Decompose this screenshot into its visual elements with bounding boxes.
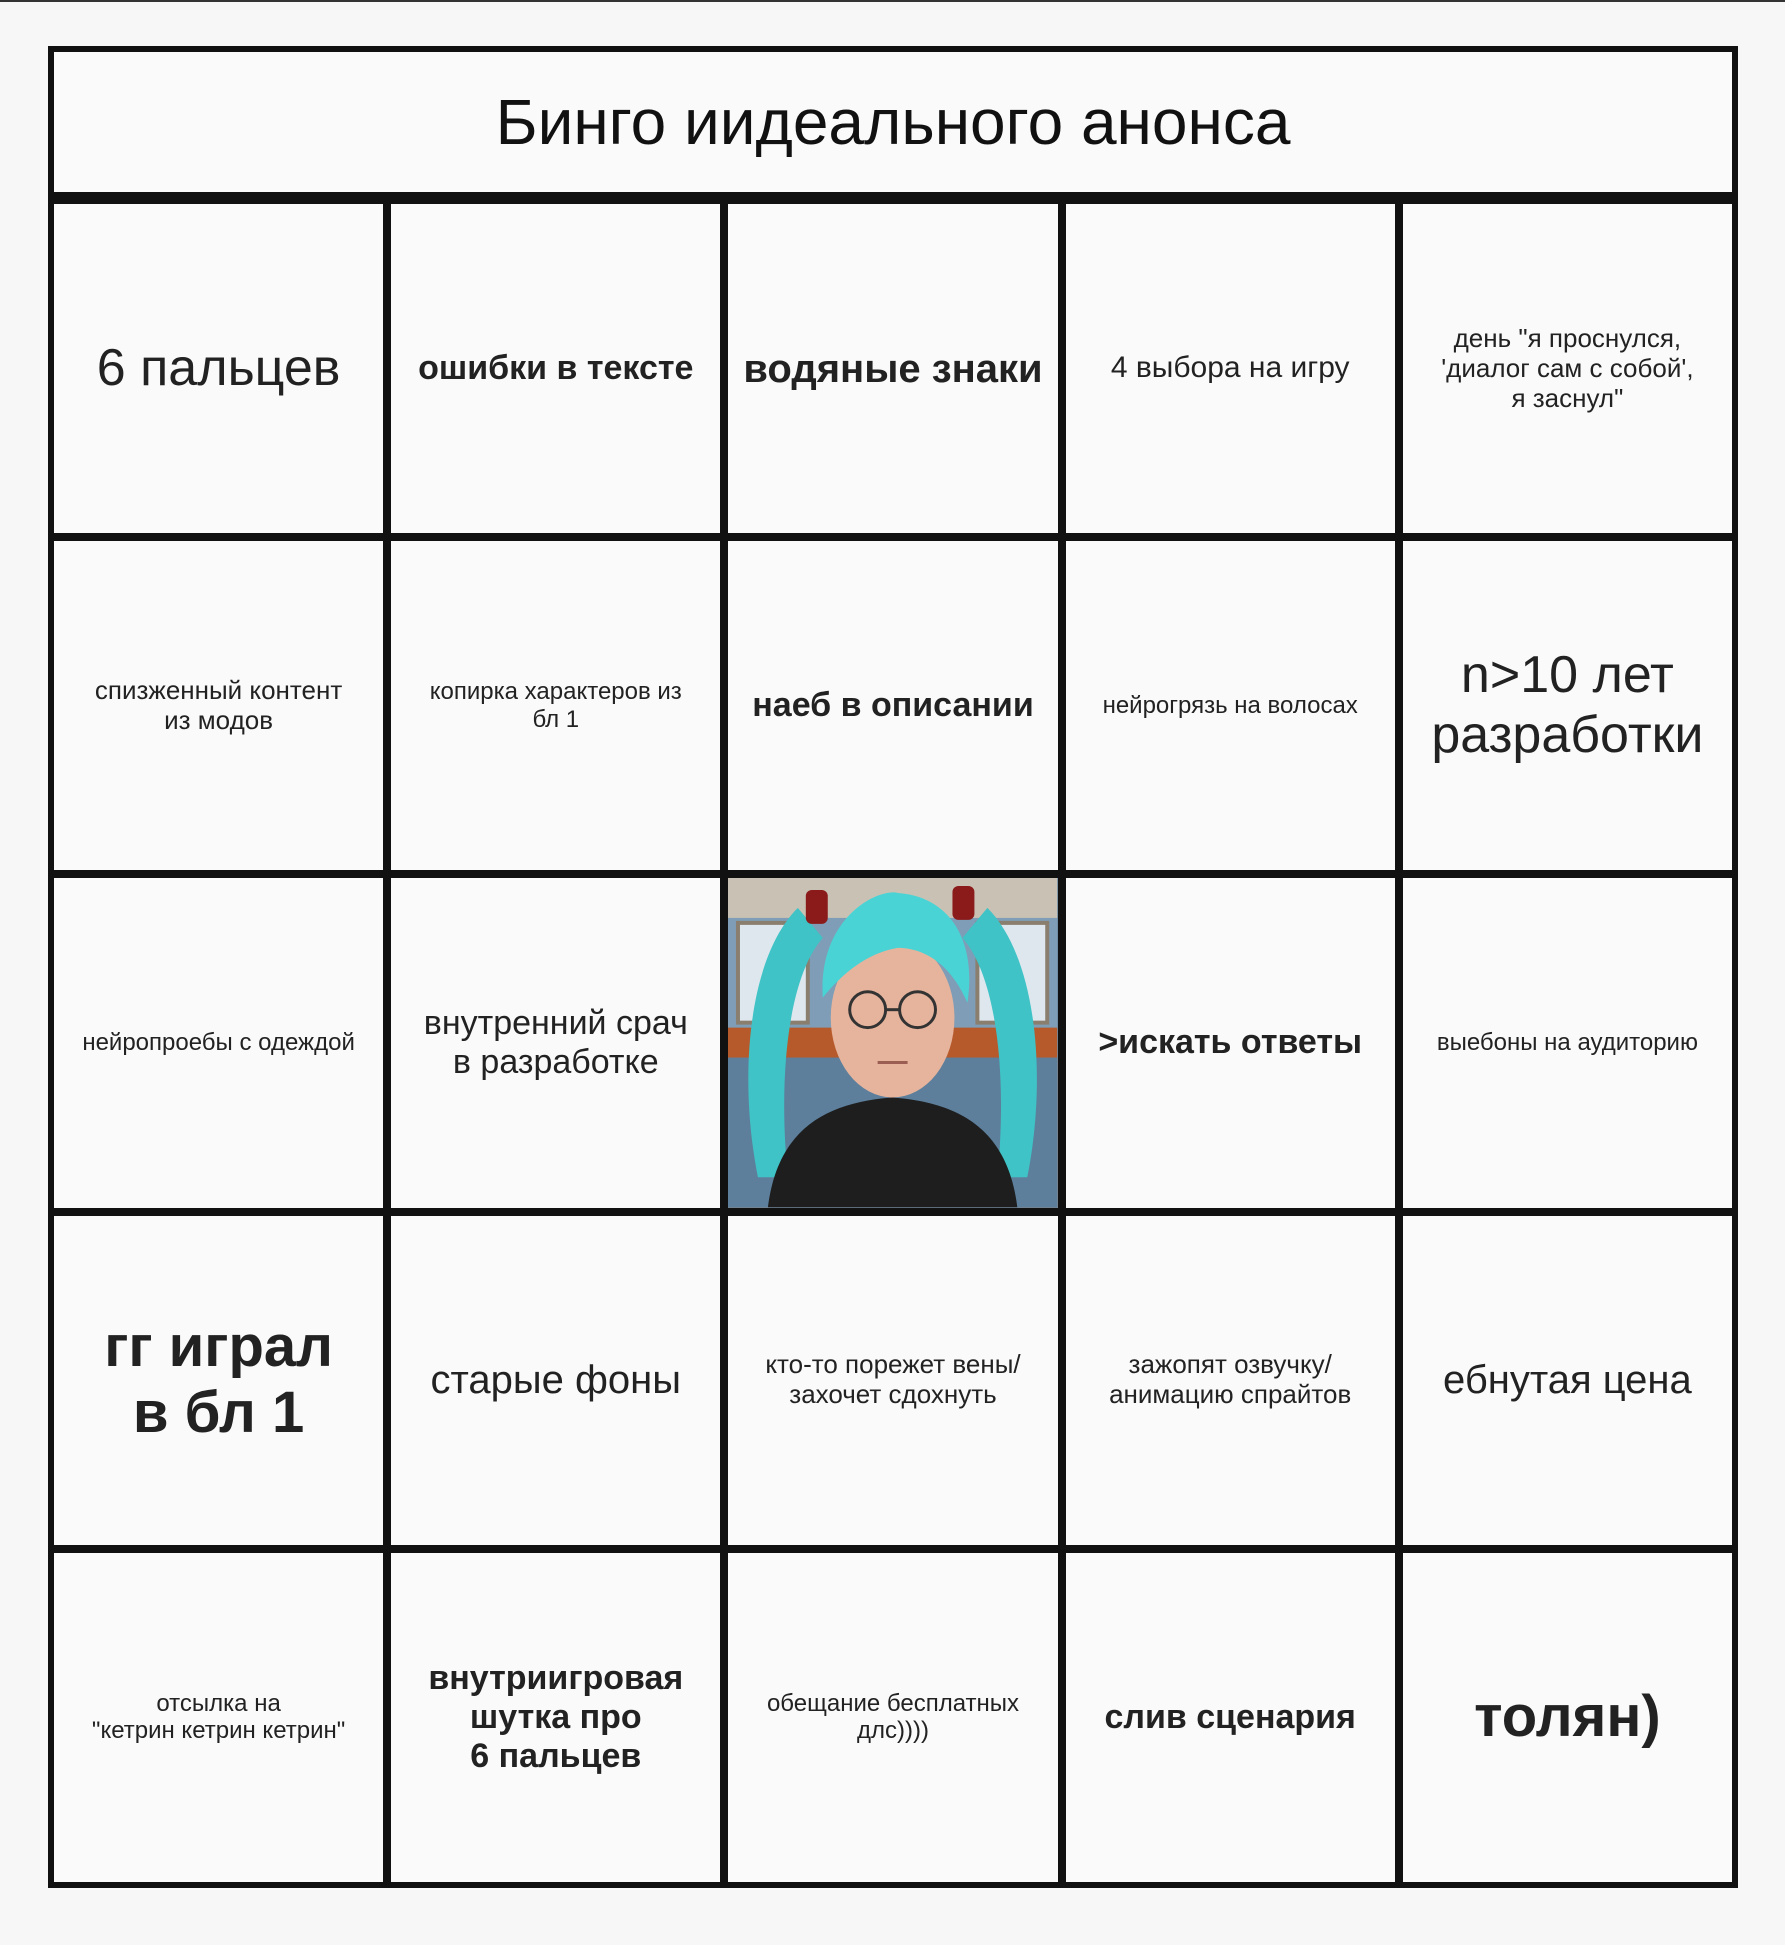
cell-text: день "я проснулся, 'диалог сам с собой', я заснул": [1441, 322, 1694, 413]
bingo-cell[interactable]: [728, 541, 1057, 870]
top-border-line: [0, 0, 1785, 2]
cell-text: нейропроебы с одеждой: [82, 1029, 355, 1057]
bingo-cell[interactable]: [728, 1553, 1057, 1882]
bingo-cell[interactable]: [1066, 878, 1395, 1207]
cell-text: старые фоны: [430, 1358, 682, 1403]
bingo-cell[interactable]: [1066, 204, 1395, 533]
bingo-cell[interactable]: [1403, 1553, 1732, 1882]
cell-text: гг играл в бл 1: [104, 1313, 333, 1446]
bingo-cell[interactable]: [54, 878, 383, 1207]
cell-text: выебоны на аудиторию: [1436, 1029, 1698, 1057]
bingo-cell[interactable]: [54, 1216, 383, 1545]
center-photo-cell[interactable]: [728, 878, 1057, 1207]
cell-text: копирка характеров из бл 1: [429, 678, 682, 733]
bingo-cell[interactable]: [391, 541, 720, 870]
bingo-cell[interactable]: [391, 1216, 720, 1545]
cell-text: 4 выбора на игру: [1110, 351, 1350, 385]
bingo-cell[interactable]: [54, 204, 383, 533]
cell-text: спизженный контент из модов: [94, 674, 343, 735]
cell-text: ебнутая цена: [1443, 1358, 1692, 1403]
cell-text: отсылка на "кетрин кетрин кетрин": [91, 1689, 346, 1745]
bingo-cell[interactable]: [1403, 1216, 1732, 1545]
bingo-cell[interactable]: [54, 541, 383, 870]
bingo-cell[interactable]: [391, 878, 720, 1207]
bingo-cell[interactable]: [1066, 541, 1395, 870]
bingo-board: [48, 46, 1738, 1888]
bingo-cell[interactable]: [1403, 204, 1732, 533]
cell-text: толян): [1474, 1684, 1661, 1750]
bingo-cell[interactable]: [391, 1553, 720, 1882]
bingo-cell[interactable]: [54, 1553, 383, 1882]
bingo-cell[interactable]: [1066, 1553, 1395, 1882]
cell-text: внутренний срач в разработке: [423, 1003, 688, 1081]
cell-text: водяные знаки: [743, 346, 1043, 391]
bingo-cell[interactable]: [391, 204, 720, 533]
cell-text: наеб в описании: [752, 686, 1034, 725]
cell-text: n>10 лет разработки: [1431, 645, 1704, 764]
bingo-cell[interactable]: [728, 1216, 1057, 1545]
bingo-title: Бинго иидеального анонса: [54, 52, 1732, 192]
person-photo: [728, 878, 1057, 1207]
cell-text: обещание бесплатных длс)))): [766, 1689, 1020, 1745]
bingo-cell[interactable]: [728, 204, 1057, 533]
bingo-cell[interactable]: [1403, 541, 1732, 870]
cell-text: 6 пальцев: [96, 338, 341, 397]
cell-text: слив сценария: [1104, 1697, 1356, 1736]
cell-text: нейрогрязь на волосах: [1102, 691, 1358, 719]
cell-text: >искать ответы: [1098, 1023, 1363, 1062]
cell-text: кто-то порежет вены/ захочет сдохнуть: [765, 1349, 1021, 1410]
cell-text: ошибки в тексте: [418, 349, 694, 388]
bingo-cell[interactable]: [1403, 878, 1732, 1207]
cell-text: зажопят озвучку/ анимацию спрайтов: [1109, 1349, 1352, 1410]
cell-text: внутриигровая шутка про 6 пальцев: [428, 1658, 684, 1775]
bingo-grid: [54, 204, 1732, 1882]
bingo-cell[interactable]: [1066, 1216, 1395, 1545]
